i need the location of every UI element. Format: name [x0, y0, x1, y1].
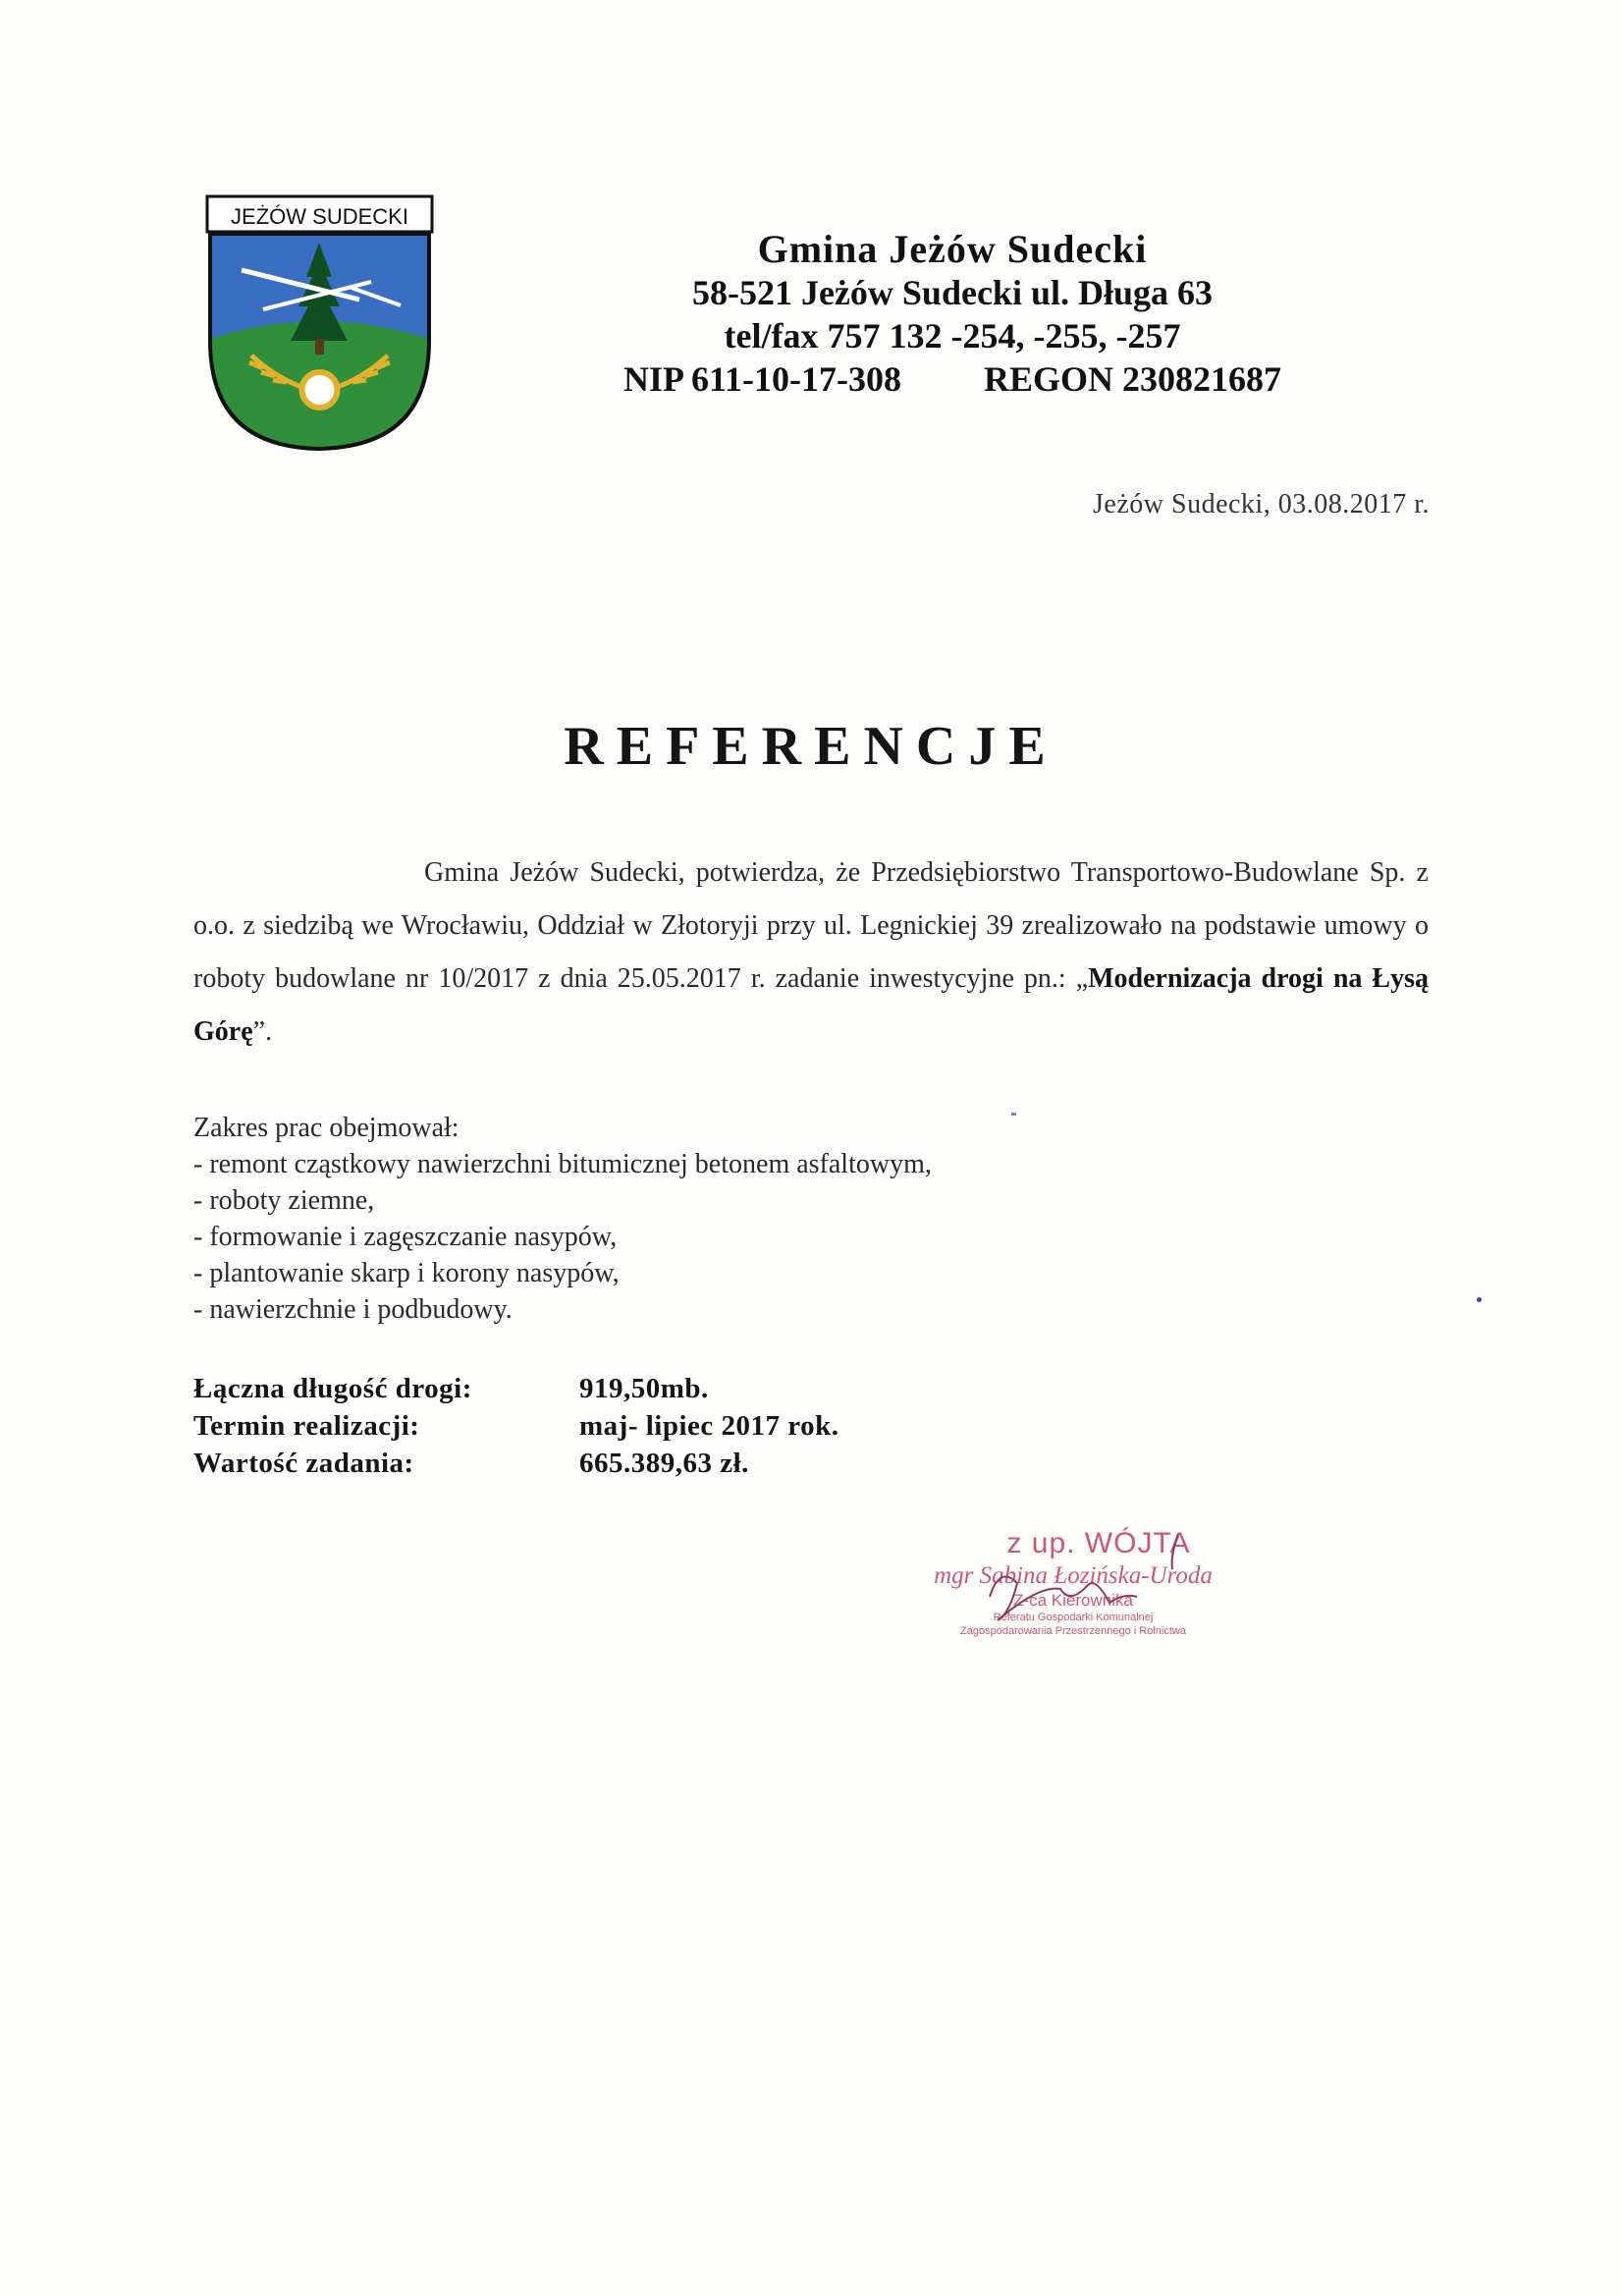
- phone-fax: tel/fax 757 132 -254, -255, -257: [724, 316, 1181, 355]
- summary-table: [193, 1370, 839, 1482]
- stamp-department: Referatu Gospodarki Komunalnej: [993, 1612, 1154, 1623]
- nip-number: NIP 611-10-17-308: [622, 359, 901, 399]
- summary-label: Wartość zadania:: [193, 1448, 414, 1479]
- municipality-name: Gmina Jeżów Sudecki: [757, 227, 1148, 271]
- stamp-department-2: Zagospodarowania Przestrzennego i Rolnictwa: [960, 1625, 1186, 1637]
- coat-of-arms: [204, 193, 435, 454]
- stamp-signatory-name: mgr Sabina Łozińska-Uroda: [934, 1562, 1213, 1589]
- address: 58-521 Jeżów Sudecki ul. Długa 63: [691, 273, 1214, 312]
- task-name: Modernizacja drogi na Łysą Górę: [193, 963, 1429, 1047]
- list-item: - formowanie i zagęszczanie nasypów,: [193, 1222, 618, 1252]
- summary-value: maj- lipiec 2017 rok.: [579, 1410, 839, 1442]
- list-item: - nawierzchnie i podbudowy.: [193, 1294, 513, 1325]
- scope-of-work: [193, 1110, 932, 1328]
- date-line: Jeżów Sudecki, 03.08.2017 r.: [1093, 489, 1430, 519]
- summary-label: Łączna długość drogi:: [193, 1373, 472, 1404]
- scan-speck: [1477, 1297, 1482, 1302]
- letterhead: [530, 228, 1375, 401]
- sun-icon: [302, 372, 338, 408]
- reference-paragraph: [193, 847, 1429, 1059]
- summary-row: [193, 1407, 839, 1445]
- summary-row: [193, 1445, 839, 1482]
- scope-heading: Zakres prac obejmował:: [193, 1113, 460, 1143]
- summary-row: [193, 1370, 839, 1407]
- paragraph-outro: ”.: [252, 1016, 273, 1047]
- scan-speck: [1011, 1113, 1016, 1116]
- document-title: REFERENCJE: [564, 716, 1058, 777]
- regon-number: REGON 230821687: [983, 359, 1281, 399]
- list-item: - remont cząstkowy nawierzchni bitumicznej betonem asfaltowym,: [193, 1149, 932, 1179]
- summary-value: 665.389,63 zł.: [579, 1448, 749, 1479]
- list-item: - plantowanie skarp i korony nasypów,: [193, 1258, 620, 1288]
- signature-stamp: [892, 1526, 1255, 1673]
- crest-label: JEŻÓW SUDECKI: [231, 204, 408, 229]
- summary-label: Termin realizacji:: [193, 1410, 420, 1442]
- summary-value: 919,50mb.: [579, 1373, 709, 1404]
- stamp-authority: z up. WÓJTA: [1006, 1527, 1191, 1559]
- list-item: - roboty ziemne,: [193, 1185, 375, 1216]
- paragraph-intro: Gmina Jeżów Sudecki, potwierdza, że Przedsiębiorstwo Transportowo-Budowlane Sp. z o.o. z siedzibą we Wrocławiu, Oddział w Złotoryji przy ul. Legnickiej 39 zrealizowało na podstawie umowy o roboty budowlane nr 10/2017 z dnia 25.05.2017 r. zadanie inwestycyjne pn.: „: [193, 857, 1429, 994]
- stamp-position: Z-ca Kierownika: [1013, 1591, 1133, 1610]
- handwritten-signature: [892, 1526, 1255, 1673]
- tax-ids: [530, 357, 1375, 401]
